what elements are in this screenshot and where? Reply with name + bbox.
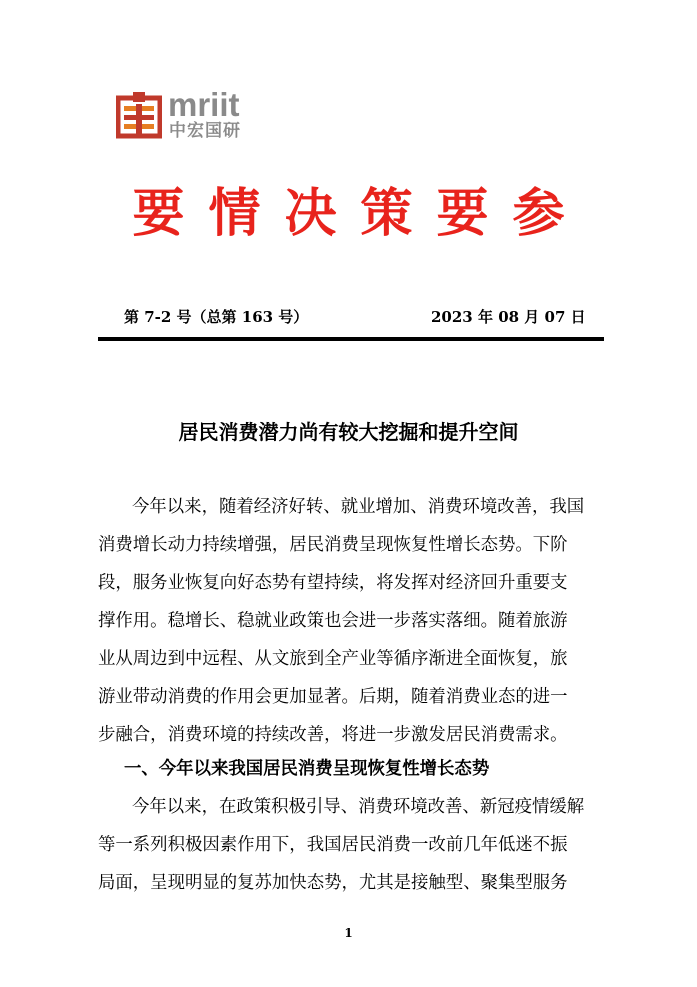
paragraph-line: 游业带动消费的作用会更加显著。后期，随着消费业态的进一 [98, 687, 568, 707]
paragraph-line: 今年以来，随着经济好转、就业增加、消费环境改善，我国 [132, 497, 585, 517]
mriit-logo [116, 88, 256, 144]
paragraph-line: 今年以来，在政策积极引导、消费环境改善、新冠疫情缓解 [132, 797, 585, 817]
paragraph-line: 消费增长动力持续增强，居民消费呈现恢复性增长态势。下阶 [98, 535, 568, 555]
paragraph-section1 [98, 788, 606, 902]
page-number: 1 [344, 926, 353, 940]
masthead-title: 要情决策要参 [132, 184, 589, 244]
section-heading: 一、今年以来我国居民消费呈现恢复性增长态势 [124, 759, 490, 779]
issue-date: 2023 年 08 月 07 日 [431, 308, 586, 326]
paragraph-line: 撑作用。稳增长、稳就业政策也会进一步落实落细。随着旅游 [98, 611, 568, 631]
article-title: 居民消费潜力尚有较大挖掘和提升空间 [178, 420, 519, 444]
logo-brand-cn: 中宏国研 [169, 121, 241, 141]
issue-number: 第 7-2 号（总第 163 号） [124, 308, 309, 326]
paragraph-line: 局面，呈现明显的复苏加快态势，尤其是接触型、聚集型服务 [98, 873, 568, 893]
logo-brand-en: mriit [168, 86, 240, 123]
header-rule [98, 337, 604, 341]
paragraph-line: 步融合，消费环境的持续改善，将进一步激发居民消费需求。 [98, 725, 568, 745]
paragraph-line: 等一系列积极因素作用下，我国居民消费一改前几年低迷不振 [98, 835, 568, 855]
mriit-logo-mark-icon [116, 92, 162, 140]
paragraph-line: 段，服务业恢复向好态势有望持续，将发挥对经济回升重要支 [98, 573, 568, 593]
paragraph-line: 业从周边到中远程、从文旅到全产业等循序渐进全面恢复，旅 [98, 649, 568, 669]
paragraph-intro [98, 488, 606, 754]
